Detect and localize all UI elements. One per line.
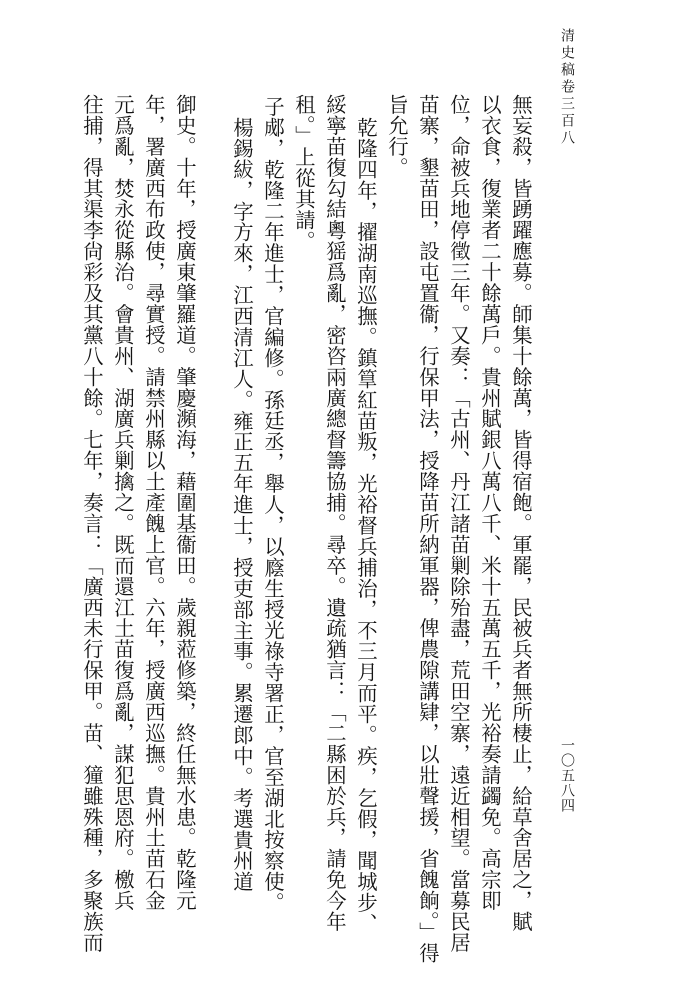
text-column-9: 子郕，乾隆二年進士，官編修。孫廷丞，舉人，以廕生授光祿寺署正，官至湖北按察使。 [261,96,285,914]
text-column-13: 元爲亂，焚永從縣治。會貴州、湖廣兵剿擒之。既而還江土苗復爲亂，謀犯思恩府。檄兵 [111,94,135,912]
text-column-8: 租。」上從其請。 [292,94,316,252]
main-text [80,94,536,964]
text-column-1: 無妄殺，皆踴躍應募。師集十餘萬，皆得宿飽。軍罷，民被兵者無所棲止，給草舍居之，賦 [509,94,533,932]
text-column-6: 乾隆四年，擢湖南巡撫。鎮筸紅苗叛，光裕督兵捕治，不三月而平。疾，乞假，聞城步、 [354,117,378,935]
text-column-5: 旨允行。 [385,94,409,178]
text-column-3: 位，命被兵地停徵三年。又奏：「古州、丹江諸苗剿除殆盡，荒田空寨，遠近相望。當募民居 [447,94,471,953]
text-column-4: 苗寨，墾苗田，設屯置衞，行保甲法，授降苗所納軍器，俾農隙講肄，以壯聲援，省餽餉。」得 [416,94,440,964]
text-column-2: 以衣食，復業者二十餘萬戶。貴州賦銀八萬八千、米十五萬五千，光裕奏請蠲免。高宗即 [478,94,502,912]
text-column-12: 年，署廣西布政使，尋實授。請禁州縣以土產餽上官。六年，授廣西巡撫。貴州土苗石金 [142,94,166,912]
text-column-7: 綏寧苗復勾結粵猺爲亂，密咨兩廣總督籌協捕。尋卒。遺疏猶言：「二縣困於兵，請免今年 [323,94,347,932]
text-column-14: 往捕，得其渠李尙彩及其黨八十餘。七年，奏言：「廣西未行保甲。苗、獞雖殊種，多聚族而 [80,94,104,953]
text-column-11: 御史。十年，授廣東肇羅道。肇慶瀕海，藉圍基衞田。歲親蒞修築，終任無水患。乾隆元 [173,94,197,912]
running-title: 清史稿卷三百八 [559,28,575,147]
text-column-10: 楊錫紱，字方來，江西清江人。雍正五年進士，授吏部主事。累遷郎中。考選貴州道 [230,117,254,893]
page-number: 一〇五八四 [559,738,575,813]
